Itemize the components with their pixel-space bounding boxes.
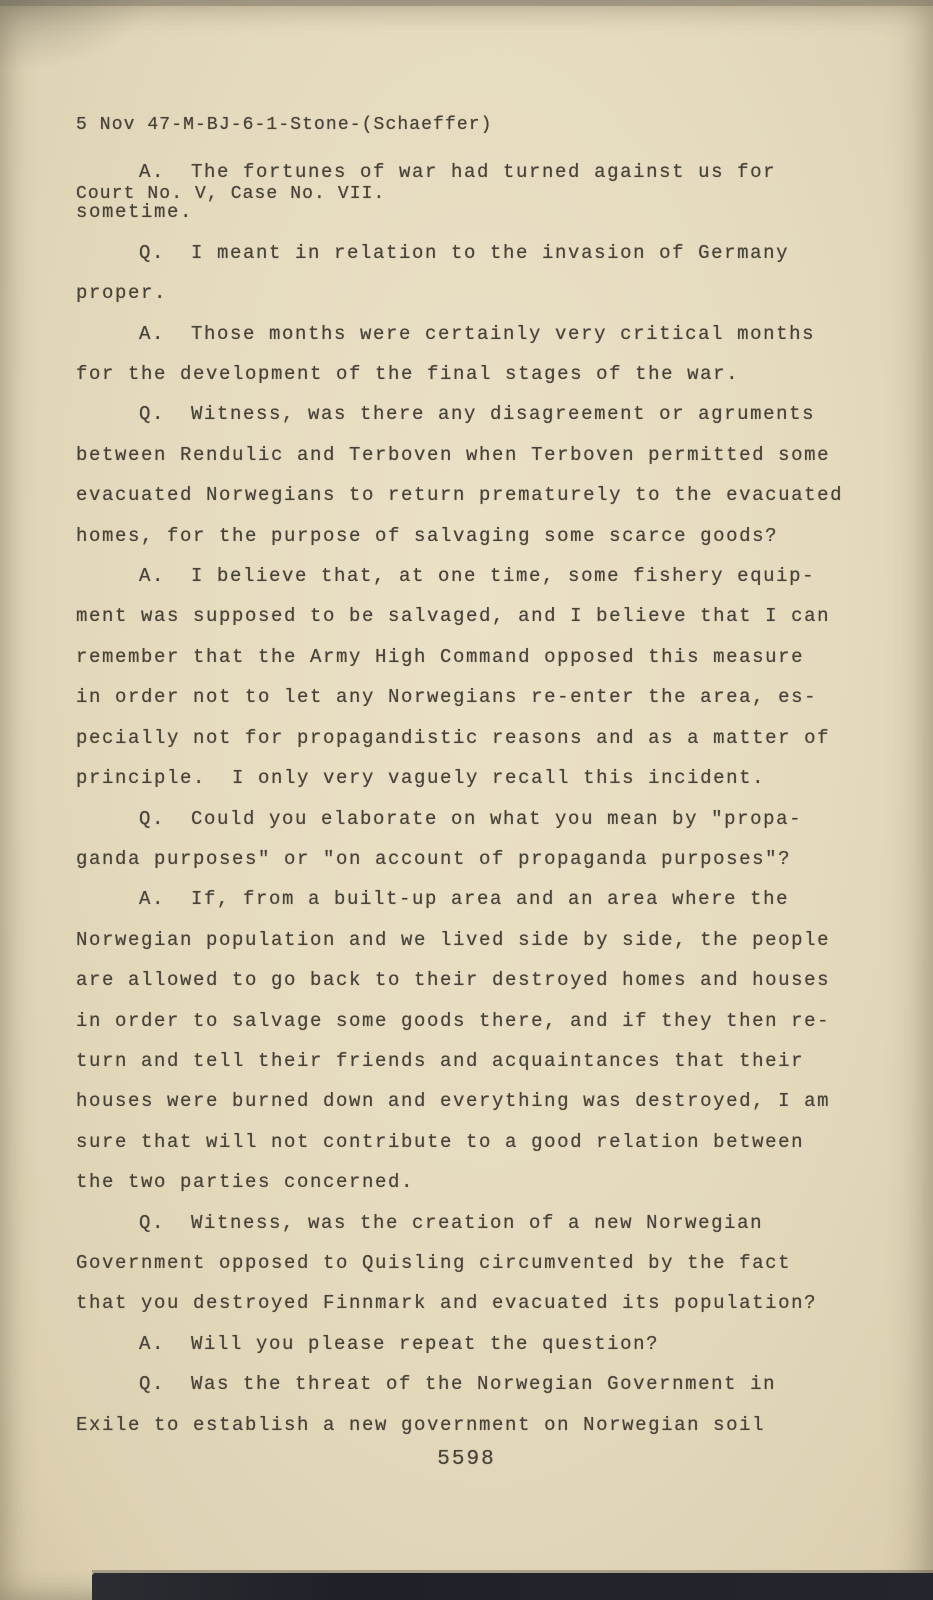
transcript-line: pecially not for propagandistic reasons and as a matter of [76,726,831,749]
transcript-line: the two parties concerned. [76,1171,415,1194]
transcript-line: Exile to establish a new government on Norwegian soil [76,1413,766,1436]
transcript-line: A. The fortunes of war had turned against us for [139,161,777,183]
transcript-line: are allowed to go back to their destroyed homes and houses [76,969,831,992]
transcript-line: houses were burned down and everything was destroyed, I am [76,1090,831,1113]
transcript-line: proper. [76,282,168,305]
transcript-line: that you destroyed Finnmark and evacuated its population? [76,1292,818,1315]
transcript-line: Government opposed to Quisling circumvented by the fact [76,1251,792,1274]
transcript-line: evacuated Norwegians to return prematurely to the evacuated [76,484,844,507]
scan-corner-smudge [0,0,150,70]
transcript-line: in order to salvage some goods there, and if they then re- [76,1009,831,1032]
transcript-line: sure that will not contribute to a good relation between [76,1130,805,1153]
transcript-line: ganda purposes" or "on account of propaganda purposes"? [76,847,792,870]
header-line-1: 5 Nov 47-M-BJ-6-1-Stone-(Schaeffer) [76,115,493,135]
transcript-line: ment was supposed to be salvaged, and I believe that I can [76,605,831,628]
transcript-line: A. Those months were certainly very critical months [139,322,816,345]
header-line-2: Court No. V, Case No. VII. [76,184,386,204]
transcript-line: A. If, from a built-up area and an area where the [139,888,790,911]
transcript-line: Q. Witness, was the creation of a new Norwegian [139,1211,764,1234]
transcript-line: Q. Was the threat of the Norwegian Government in [139,1373,777,1396]
transcript-line: principle. I only very vaguely recall this incident. [76,767,766,790]
transcript-line: A. Will you please repeat the question? [139,1332,660,1355]
transcript-line: A. I believe that, at one time, some fishery equip- [139,565,816,588]
transcript-lines [76,152,885,1445]
transcript-line: turn and tell their friends and acquaintances that their [76,1049,805,1072]
transcript-line: Q. Witness, was there any disagreement or agruments [139,403,816,426]
transcript-line: in order not to let any Norwegians re-enter the area, es- [76,686,818,709]
transcript-line: Norwegian population and we lived side by side, the people [76,928,831,951]
transcript-line: sometime. [76,201,194,224]
transcript-line: homes, for the purpose of salvaging some scarce goods? [76,524,779,547]
transcript-line: Q. Could you elaborate on what you mean by "propa- [139,807,803,830]
page-number: 5598 [437,1448,496,1471]
transcript-line: between Rendulic and Terboven when Terboven permitted some [76,443,831,466]
transcript-line: Q. I meant in relation to the invasion of Germany [139,241,790,264]
scan-top-edge [0,0,933,6]
scan-edge-bar [92,1573,933,1600]
transcript-line: remember that the Army High Command opposed this measure [76,645,805,668]
transcript-line: for the development of the final stages of the war. [76,363,740,386]
